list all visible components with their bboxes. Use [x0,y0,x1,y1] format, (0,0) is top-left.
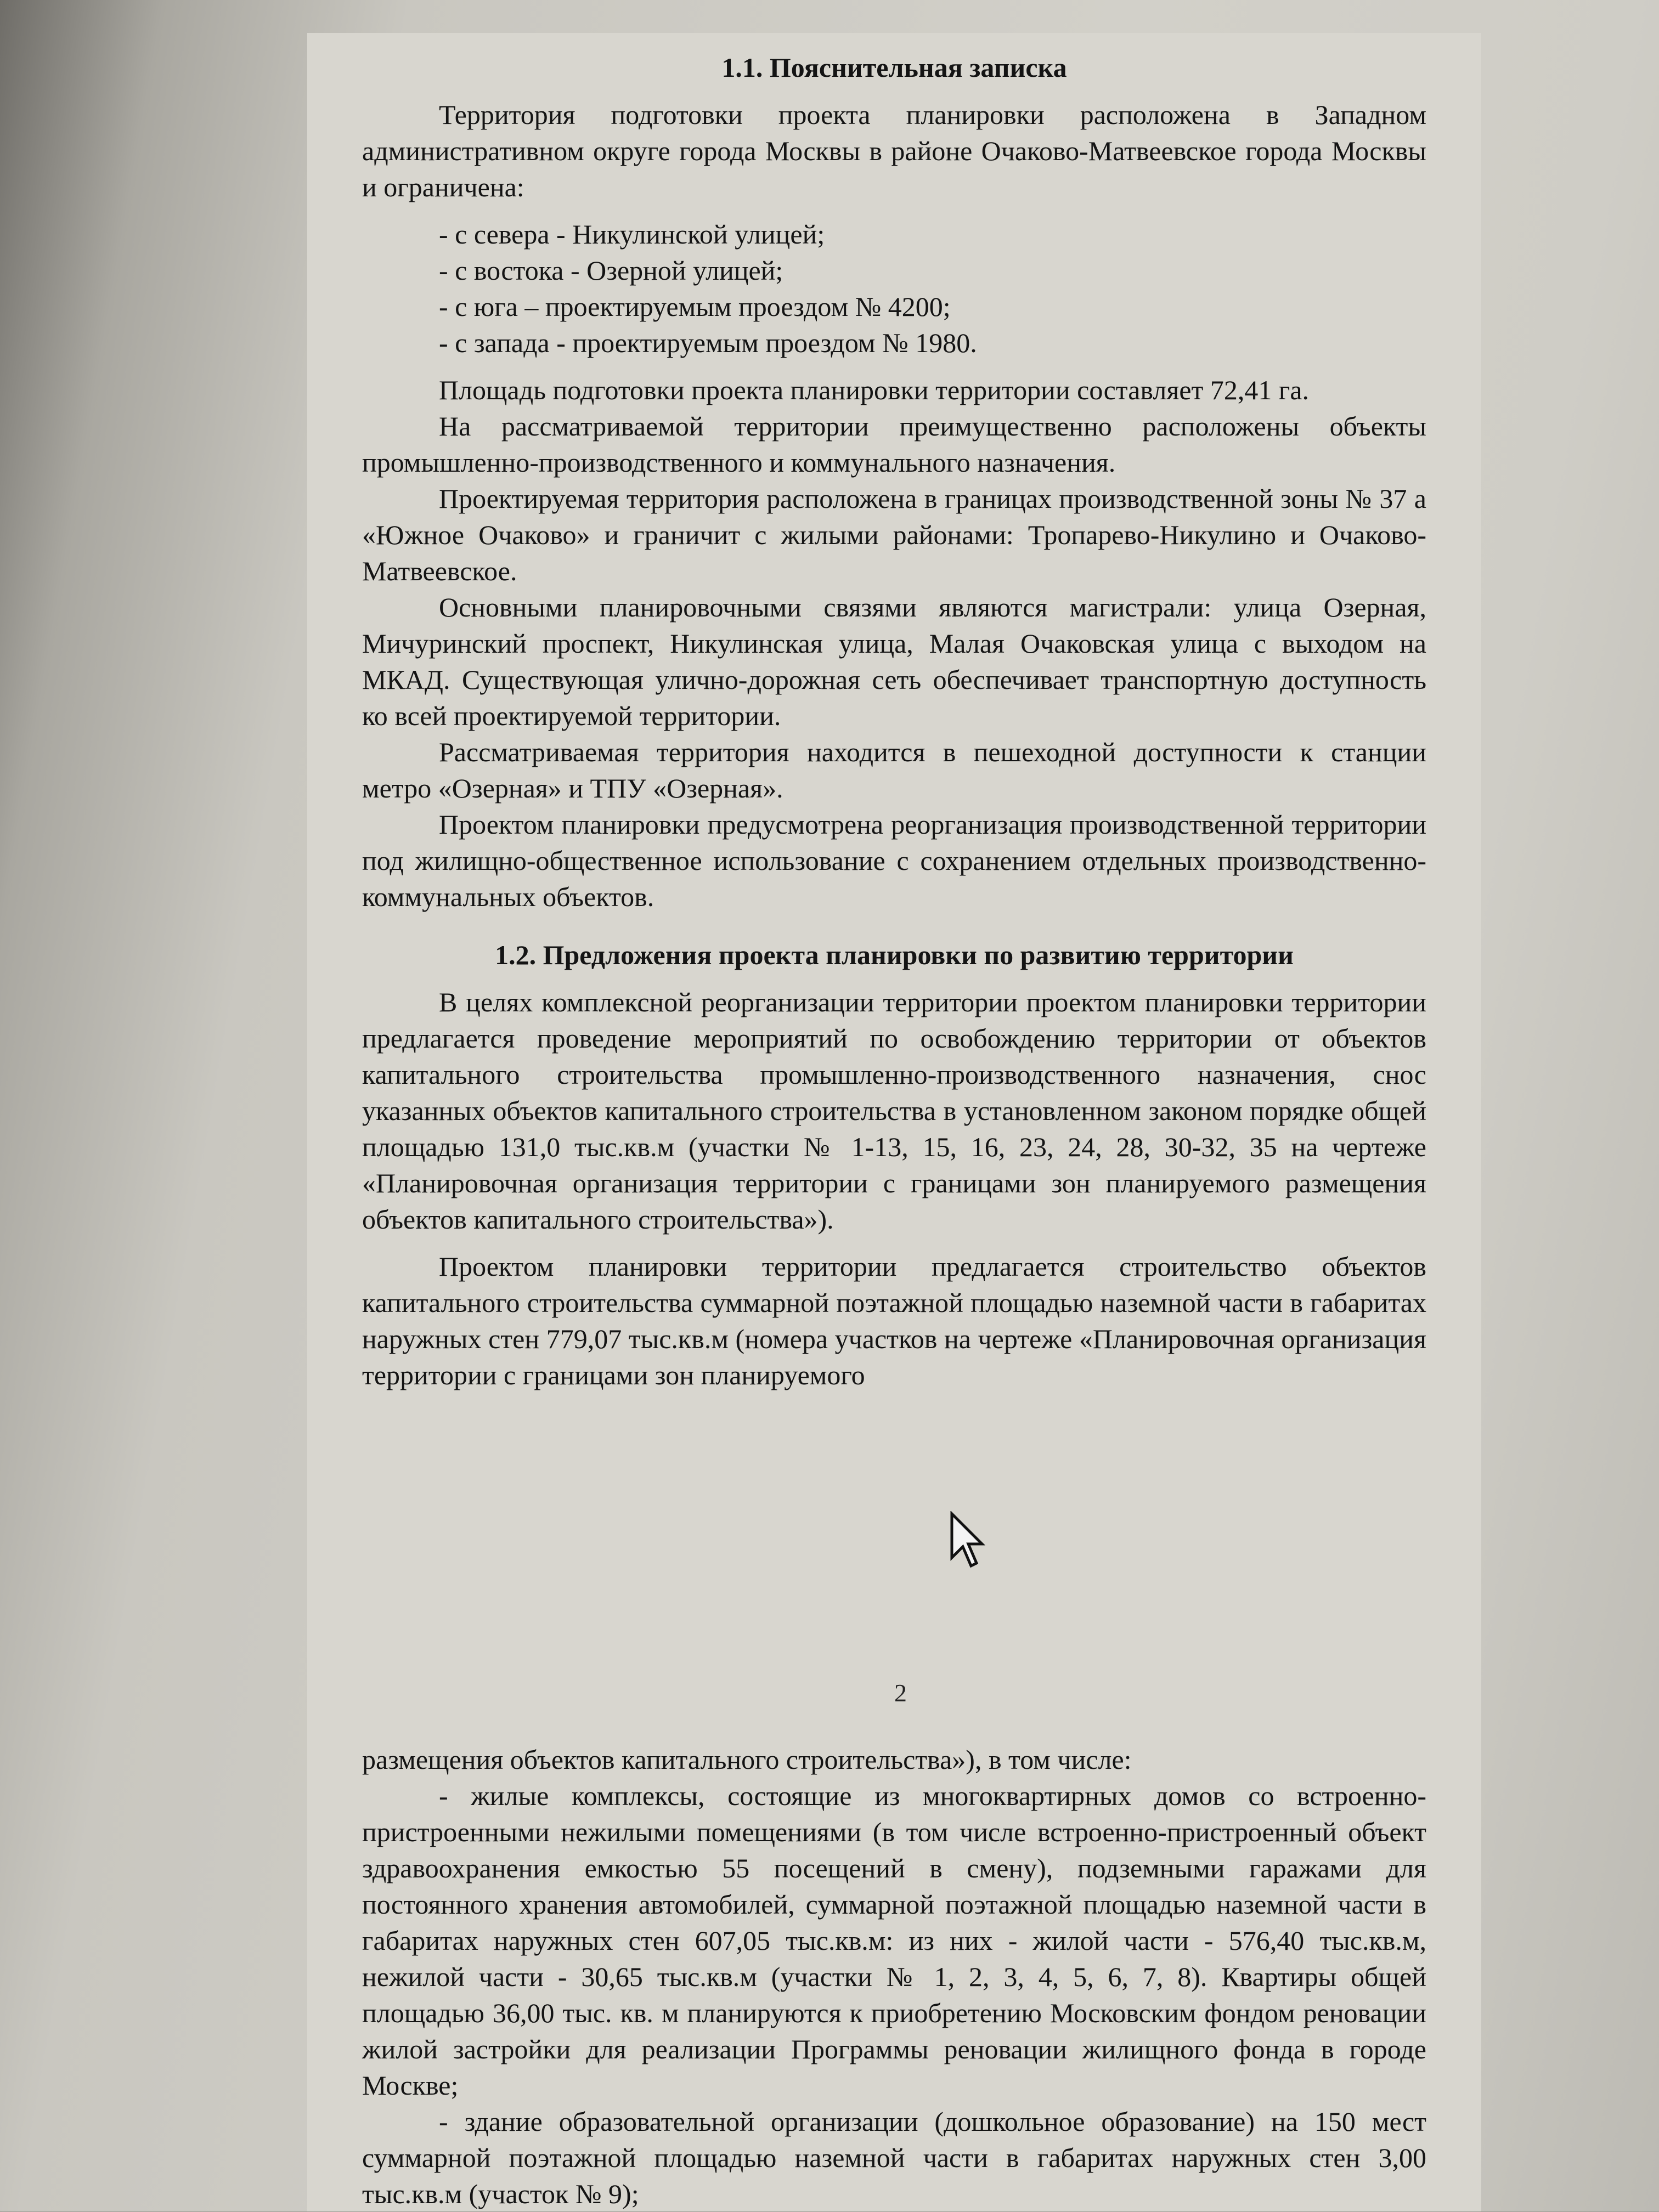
connections-paragraph: Основными планировочными связями являются магистрали: улица Озерная, Мичуринский проспект, Никулинская улица, Малая Очаковская улица с выходом на МКАД. Существующая улично-дорожная сеть обеспечивает транспортную доступность ко всей проектируемой территории. [362,592,1426,731]
boundary-item: - с севера - Никулинской улицей; [439,219,825,250]
area-paragraph: Площадь подготовки проекта планировки территории составляет 72,41 га. [439,375,1310,405]
page-1-content [362,49,1426,1393]
boundary-item: - с юга – проектируемым проездом № 4200; [439,291,951,322]
intro-paragraph: Территория подготовки проекта планировки расположена в Западном административном округе города Москвы в районе Очаково-Матвеевское города Москвы и ограничена: [362,99,1426,202]
reorganization-paragraph: Проектом планировки предусмотрена реорганизация производственной территории под жилищно-общественное использование с сохранением отдельных производственно-коммунальных объектов. [362,809,1426,912]
page-2-content [362,1741,1426,2212]
section-heading-1-1: 1.1. Пояснительная записка [721,52,1067,83]
metro-paragraph: Рассматриваемая территория находится в пешеходной доступности к станции метро «Озерная» и ТПУ «Озерная». [362,737,1426,804]
zone-paragraph: Проектируемая территория расположена в границах производственной зоны № 37 а «Южное Очаково» и граничит с жилыми районами: Тропарево-Никулино и Очаково-Матвеевское. [362,483,1426,586]
objects-paragraph: На рассматриваемой территории преимущественно расположены объекты промышленно-производственного и коммунального назначения. [362,411,1426,478]
document-page [307,33,1481,2211]
section-heading-1-2: 1.2. Предложения проекта планировки по развитию территории [495,940,1294,970]
mouse-cursor-icon [949,1511,988,1569]
school-item: - здание образовательной организации (дошкольное образование) на 150 мест суммарной поэтажной площадью наземной части в габаритах наружных стен 3,00 тыс.кв.м (участок № 9); [362,2106,1426,2209]
continuation-line: размещения объектов капитального строительства»), в том числе: [362,1744,1132,1775]
boundary-item: - с востока - Озерной улицей; [439,255,783,286]
page-number: 2 [894,1679,907,1707]
construction-paragraph: Проектом планировки территории предлагается строительство объектов капитального строительства суммарной поэтажной площадью наземной части в габаритах наружных стен 779,07 тыс.кв.м (номера участков на чертеже «Планировочная организация территории с границами зон планируемого [362,1251,1426,1390]
residential-item: - жилые комплексы, состоящие из многоквартирных домов со встроенно-пристроенными нежилыми помещениями (в том числе встроенно-пристроенный объект здравоохранения емкостью 55 посещений в смену), подземными гаражами для постоянного хранения автомобилей, суммарной поэтажной площадью наземной части в габаритах наружных стен 607,05 тыс.кв.м: из них - жилой части - 576,40 тыс.кв.м, нежилой части - 30,65 тыс.кв.м (участки № 1, 2, 3, 4, 5, 6, 7, 8). Квартиры общей площадью 36,00 тыс. кв. м планируются к приобретению Московским фондом реновации жилой застройки для реализации Программы реновации жилищного фонда в городе Москве; [362,1780,1426,2101]
boundary-item: - с запада - проектируемым проездом № 1980. [439,327,977,358]
demolition-paragraph: В целях комплексной реорганизации территории проектом планировки территории предлагается проведение мероприятий по освобождению территории от объектов капитального строительства промышленно-производственного назначения, снос указанных объектов капитального строительства в установленном законом порядке общей площадью 131,0 тыс.кв.м (участки № 1-13, 15, 16, 23, 24, 28, 30-32, 35 на чертеже «Планировочная организация территории с границами зон планируемого размещения объектов капитального строительства»). [362,987,1426,1235]
